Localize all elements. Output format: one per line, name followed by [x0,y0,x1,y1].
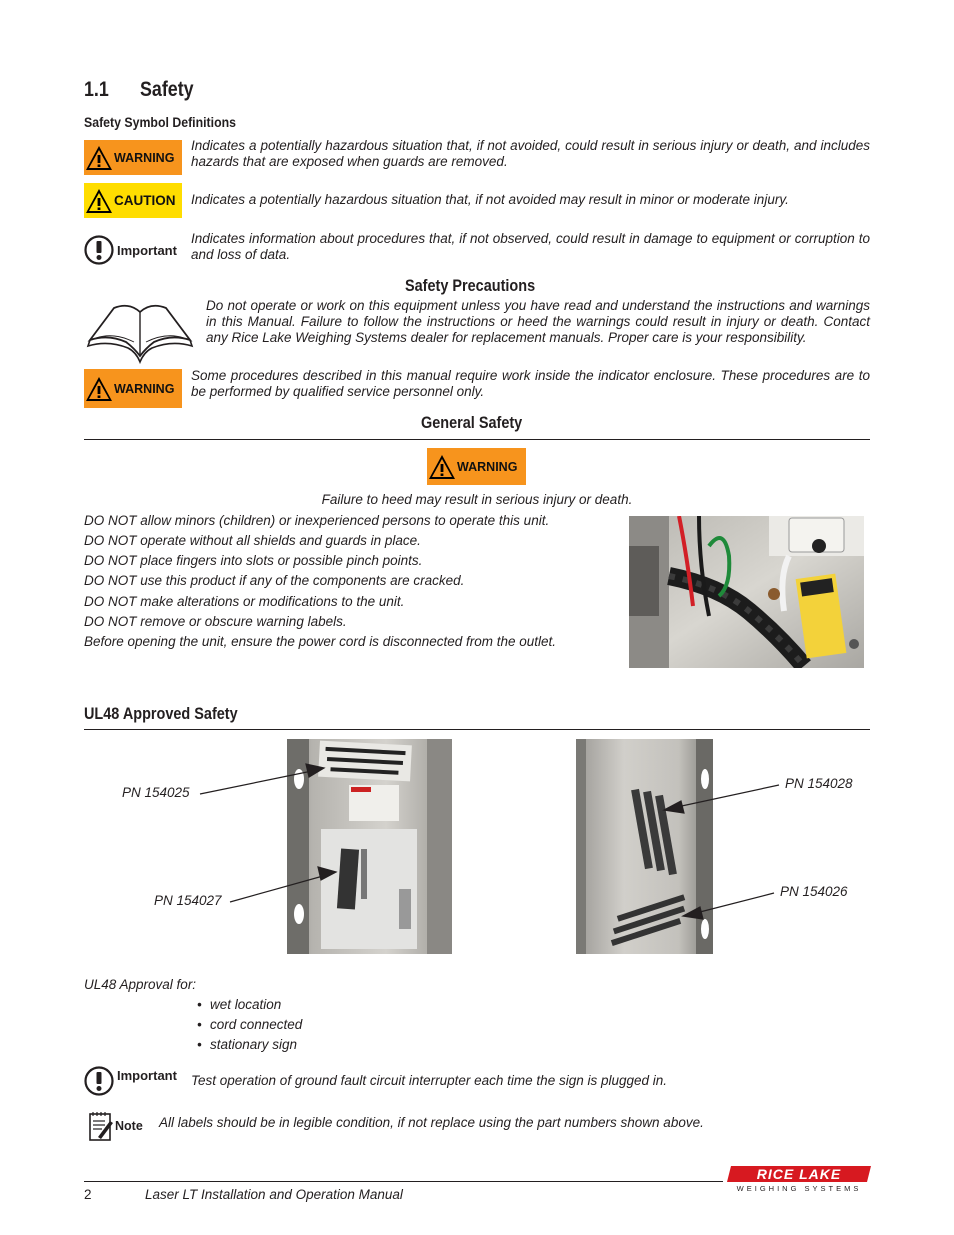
warning-badge-label: WARNING [457,459,518,474]
exclamation-circle-icon [84,1066,114,1096]
manual-precaution-text: Do not operate or work on this equipment unless you have read and understand the instructions and warnings in this Manual. Failure to follow the instructions or heed the warnings could result in injury or death. Contact any Rice Lake Weighing Systems dealer for replacement manuals. Proper care is your responsibility. [206,298,870,345]
general-safety-intro: Failure to heed may result in serious injury or death. [321,492,633,507]
list-item: DO NOT place fingers into slots or possible pinch points. [84,553,423,568]
caution-badge-label: CAUTION [114,193,176,208]
logo-wordmark: RICE LAKE [756,1166,842,1182]
warning-badge-label: WARNING [114,381,175,396]
gfci-important-text: Test operation of ground fault circuit interrupter each time the sign is plugged in. [191,1073,668,1088]
list-item: DO NOT allow minors (children) or inexperienced persons to operate this unit. [84,513,550,528]
list-item: DO NOT remove or obscure warning labels. [84,614,347,629]
footer-rule [84,1181,723,1182]
section-number: 1.1 [84,78,109,101]
list-item: cord connected [210,1017,303,1032]
important-label: Important [117,242,177,258]
list-item: Before opening the unit, ensure the power cord is disconnected from the outlet. [84,634,557,649]
important-symbol [84,1066,177,1096]
bullet-dot: • [197,1037,202,1052]
ul48-heading: UL48 Approved Safety [84,704,238,723]
note-label: Note [115,1119,143,1133]
warning-definition-text: Indicates a potentially hazardous situation that, if not avoided, could result in serious injury or death, and includes hazards that are exposed when guards are removed. [191,138,870,169]
list-item: DO NOT use this product if any of the components are cracked. [84,573,465,588]
pn-label: PN 154027 [154,893,222,908]
bullet-dot: • [197,997,202,1012]
pn-label: PN 154028 [785,776,853,791]
list-item: DO NOT make alterations or modifications to the unit. [84,594,405,609]
important-label: Important [117,1067,177,1083]
notepad-icon [88,1110,114,1142]
list-item: stationary sign [210,1037,298,1052]
rice-lake-logo [729,1166,869,1196]
list-item: wet location [210,997,282,1012]
logo-subtitle: WEIGHING SYSTEMS [736,1184,862,1193]
pn-label: PN 154025 [122,785,190,800]
symbol-definitions-heading: Safety Symbol Definitions [84,114,236,130]
note-text: All labels should be in legible condition, if not replace using the part numbers shown above. [159,1115,704,1130]
list-item: DO NOT operate without all shields and guards in place. [84,533,421,548]
safety-precautions-heading: Safety Precautions [405,276,536,295]
ul48-approval-intro: UL48 Approval for: [84,977,197,992]
page-number: 2 [84,1187,92,1202]
section-title: Safety [140,78,194,101]
bullet-dot: • [197,1017,202,1032]
general-safety-heading: General Safety [421,413,523,432]
manual-title: Laser LT Installation and Operation Manual [145,1187,403,1202]
important-definition-text: Indicates information about procedures that, if not observed, could result in damage to equipment or corruption to and loss of data. [191,231,870,262]
pn-label: PN 154026 [780,884,848,899]
warning-badge-label: WARNING [114,150,175,165]
note-symbol [88,1110,143,1142]
caution-definition-text: Indicates a potentially hazardous situation that, if not avoided may result in minor or moderate injury. [191,192,789,207]
enclosure-warning-text: Some procedures described in this manual require work inside the indicator enclosure. These procedures are to be performed by qualified service personnel only. [191,368,870,399]
